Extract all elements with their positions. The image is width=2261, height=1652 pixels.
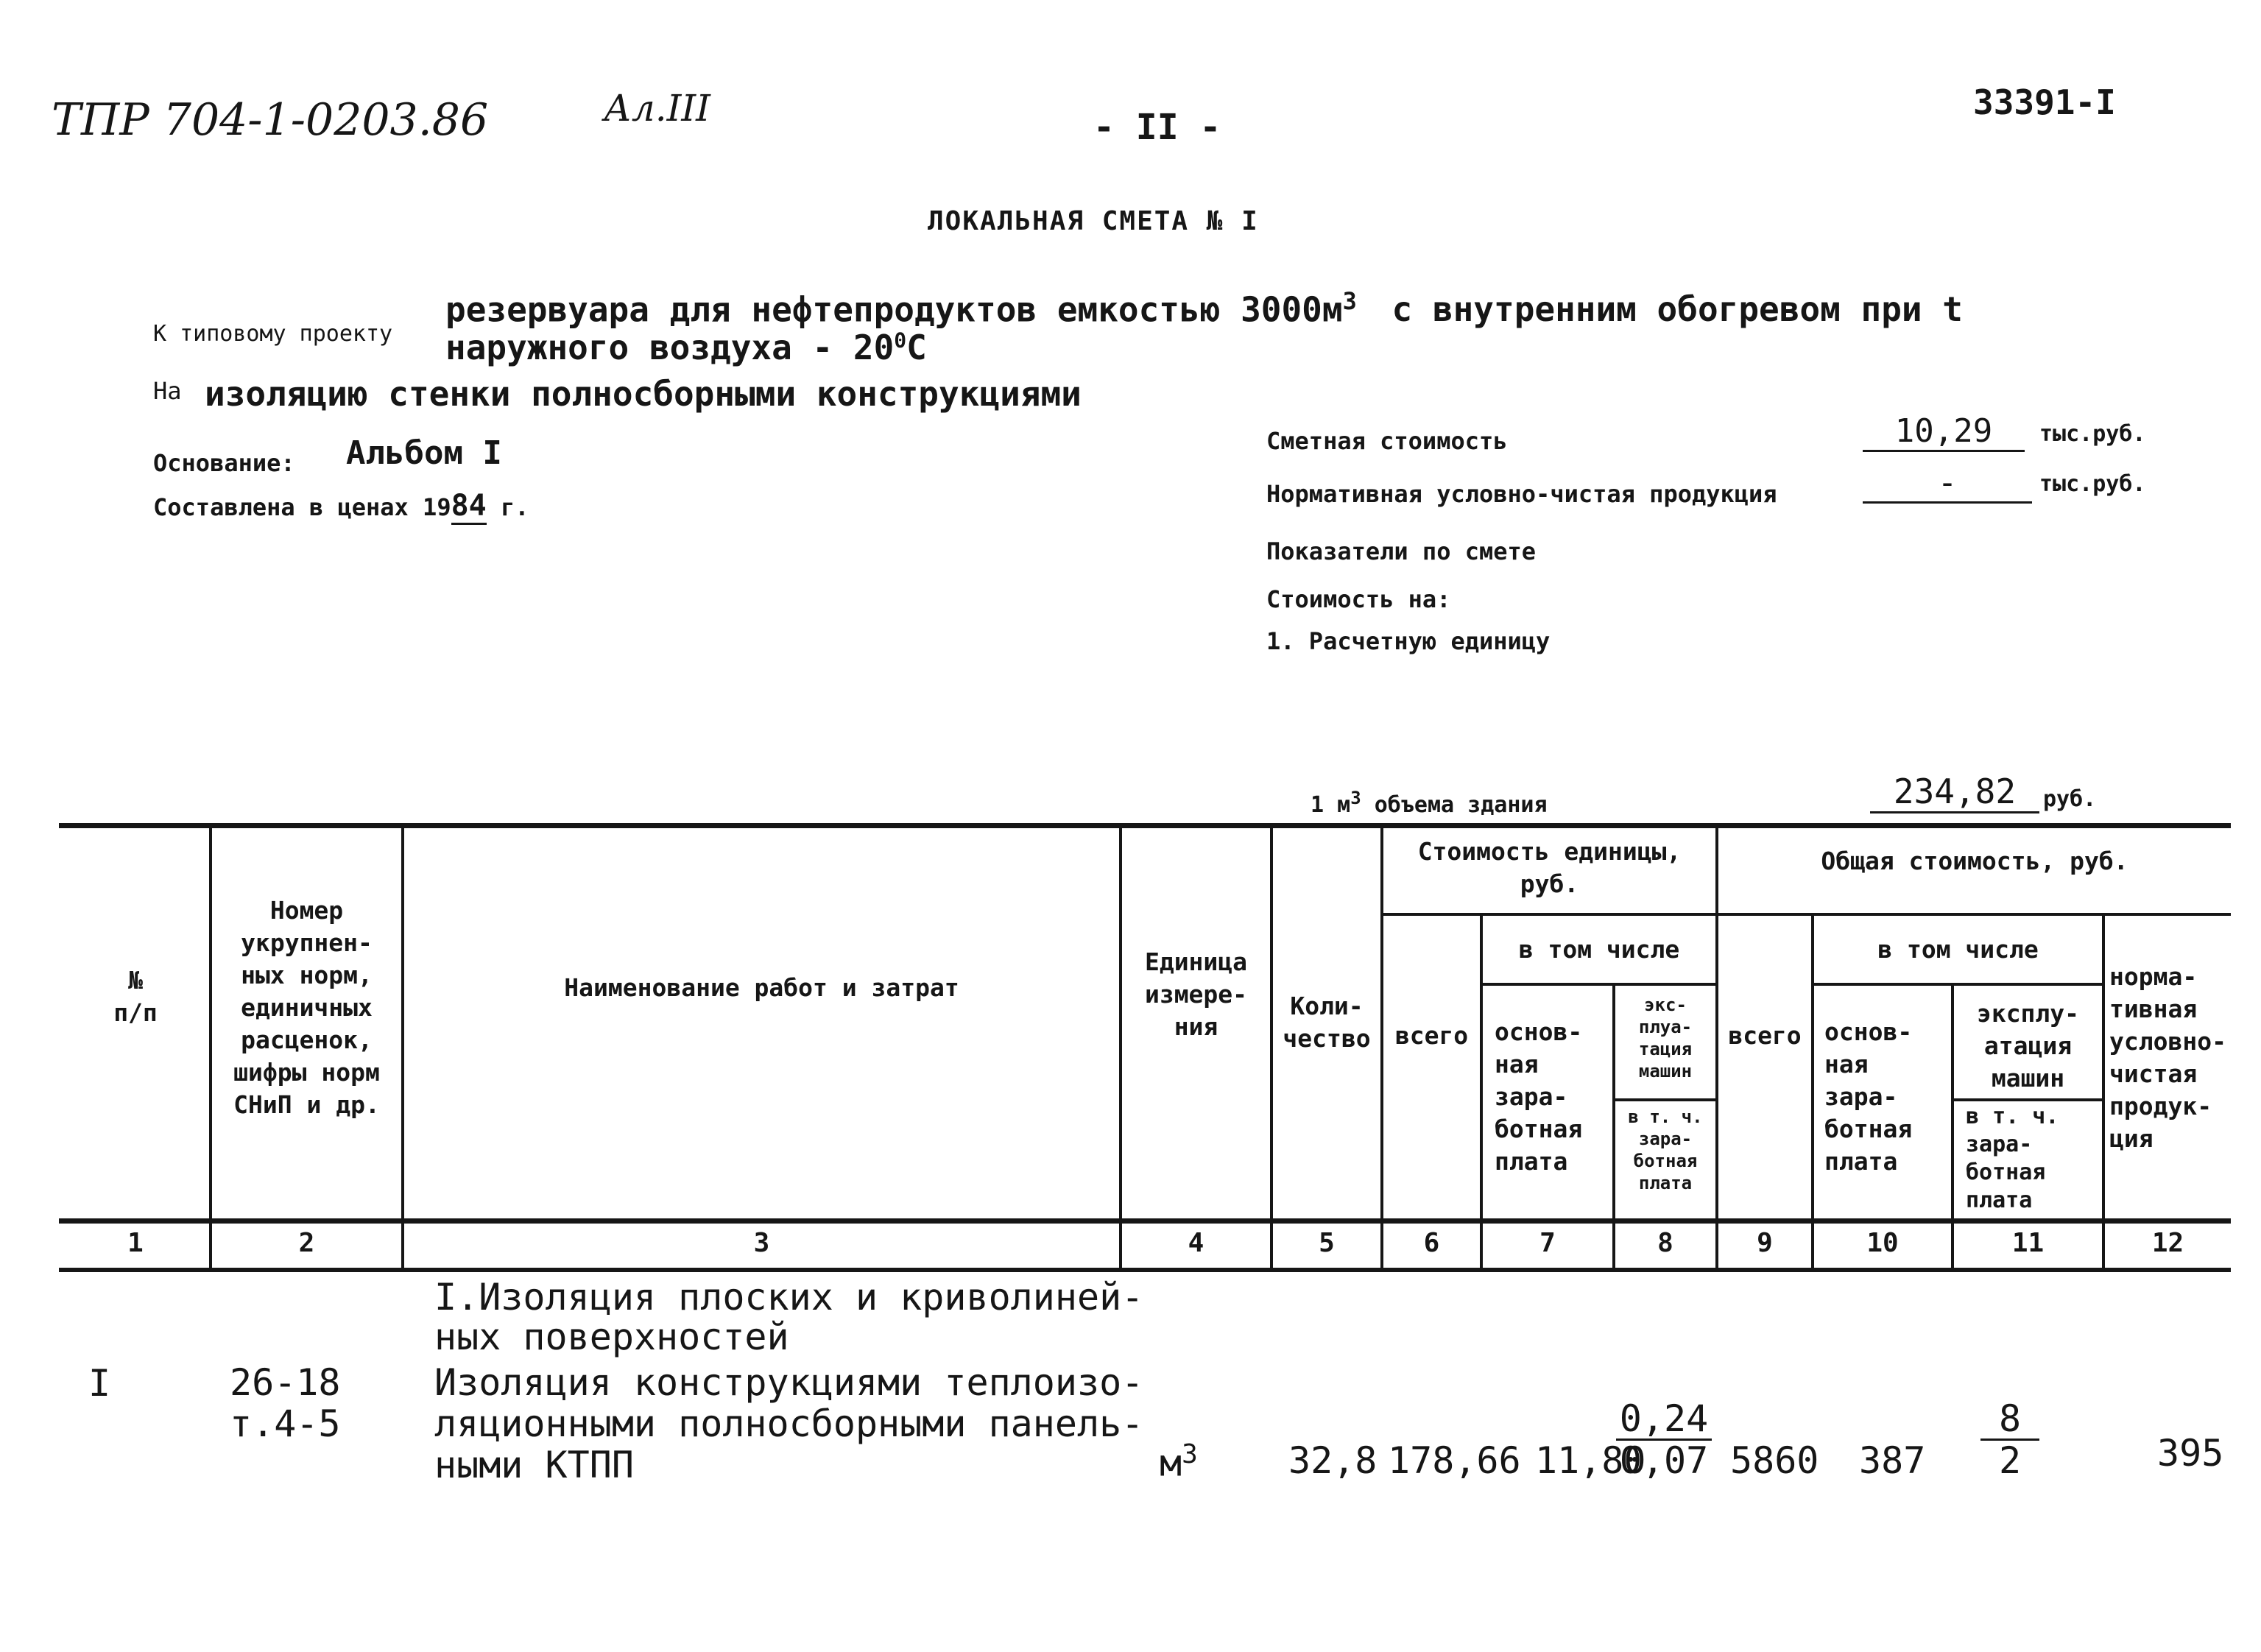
volume-value xyxy=(1870,772,2039,813)
header-col12-line: продук- xyxy=(2109,1092,2212,1120)
basis-text: Альбом I xyxy=(346,434,502,472)
header-col8-bottom-line: ботная xyxy=(1633,1151,1698,1171)
header-col4-line: ния xyxy=(1174,1012,1218,1041)
col-divider-9 xyxy=(1811,913,1814,1272)
header-line-d xyxy=(1612,1098,1715,1101)
header-col10-line: плата xyxy=(1824,1147,1898,1176)
header-col12-line: чистая xyxy=(2109,1059,2198,1088)
header-col11-top-line: эксплу- xyxy=(1976,999,2080,1028)
volume-label-rest: объема здания xyxy=(1374,792,1548,818)
column-number: 6 xyxy=(1423,1228,1440,1258)
cost-value xyxy=(1863,412,2025,452)
header-unit-cost-line: Стоимость единицы, xyxy=(1417,837,1682,866)
prices-suffix: г. xyxy=(501,493,529,521)
row-norm: 395 xyxy=(2157,1432,2224,1475)
row-code-line: 26-18 xyxy=(230,1361,341,1404)
header-col5 xyxy=(1273,990,1380,1055)
row-unit-total: 178,66 xyxy=(1388,1439,1521,1482)
row-total: 5860 xyxy=(1730,1439,1819,1482)
volume-label xyxy=(1311,788,1548,818)
row-quantity: 32,8 xyxy=(1288,1439,1378,1482)
row-total-wage: 387 xyxy=(1859,1439,1926,1482)
column-number: 12 xyxy=(2151,1228,2184,1258)
page-number: - II - xyxy=(1093,107,1221,148)
row-name xyxy=(434,1362,1143,1486)
header-col2-line: расценок, xyxy=(241,1026,373,1054)
header-col6-all: всего xyxy=(1394,1021,1469,1050)
header-col1-line: № xyxy=(128,966,143,995)
column-number: 1 xyxy=(127,1228,144,1258)
header-col2-line: единичных xyxy=(241,993,373,1022)
project-text2-main: наружного воздуха - 20 xyxy=(445,328,895,367)
section-heading xyxy=(434,1277,1143,1357)
indicators-label: Показатели по смете xyxy=(1266,537,1537,565)
norm-label: Нормативная условно-чистая продукция xyxy=(1266,480,1777,508)
section-heading-line: ных поверхностей xyxy=(434,1316,789,1358)
project-text-main: резервуара для нефтепродуктов емкостью 3000м xyxy=(445,289,1343,330)
colnum-bottom-border xyxy=(59,1268,2231,1272)
cost-value-text: 10,29 xyxy=(1894,412,1993,450)
header-col12-line: норма- xyxy=(2109,962,2198,991)
column-number: 11 xyxy=(2011,1228,2045,1258)
header-col5-line: чество xyxy=(1283,1024,1371,1053)
norm-unit: тыс.руб. xyxy=(2039,471,2146,497)
col-divider-2 xyxy=(401,823,404,1272)
project-text-line1 xyxy=(445,287,1963,329)
header-col2-line: СНиП и др. xyxy=(233,1090,380,1119)
header-col8-bottom-line: зара- xyxy=(1638,1129,1693,1149)
project-text2-sup: 0 xyxy=(894,328,907,353)
header-col8-top-line: плуа- xyxy=(1638,1017,1693,1037)
project-text-end: с внутренним обогревом при t xyxy=(1391,289,1963,330)
row-total-exp xyxy=(1980,1399,2039,1480)
header-line-b xyxy=(1480,983,1715,986)
header-line-e xyxy=(1951,1098,2102,1101)
column-number: 4 xyxy=(1188,1228,1204,1258)
row-name-line: Изоляция конструкциями теплоизо- xyxy=(434,1361,1144,1404)
header-col2-line: ных норм, xyxy=(241,961,373,989)
on-text: изоляцию стенки полносборными конструкциями xyxy=(205,374,1082,414)
header-col7-line: плата xyxy=(1495,1147,1568,1176)
row-total-exp-bottom: 2 xyxy=(1998,1439,2022,1482)
project-text-sup: 3 xyxy=(1342,287,1357,315)
row-code-line: т.4-5 xyxy=(230,1402,341,1445)
header-col5-line: Коли- xyxy=(1290,992,1364,1020)
header-col11-top-line: машин xyxy=(1991,1064,2065,1092)
header-col8-bottom-line: в т. ч. xyxy=(1628,1106,1703,1127)
header-col11-bottom-line: плата xyxy=(1966,1187,2033,1213)
column-number: 7 xyxy=(1539,1228,1556,1258)
header-col10-line: ботная xyxy=(1824,1115,1913,1143)
col-divider-11 xyxy=(2102,913,2105,1272)
row-unit-exp xyxy=(1616,1399,1712,1480)
project-label: К типовому проекту xyxy=(153,321,393,347)
header-col8-top-line: экс- xyxy=(1644,995,1687,1015)
table-top-border xyxy=(59,823,2231,828)
header-col8-top-line: тация xyxy=(1638,1039,1693,1059)
row-unit xyxy=(1160,1439,1198,1485)
header-col7-line: основ- xyxy=(1495,1017,1583,1046)
header-col2 xyxy=(212,894,401,1121)
prices-line xyxy=(153,489,529,525)
header-col10-line: зара- xyxy=(1824,1082,1898,1111)
header-col10-line: основ- xyxy=(1824,1017,1913,1046)
row-unit-wage: 11,80 xyxy=(1535,1439,1646,1482)
volume-unit: руб. xyxy=(2043,786,2097,812)
handwritten-project-code: ТПР 704-1-0203.86 xyxy=(52,94,489,146)
row-total-exp-top: 8 xyxy=(1980,1399,2039,1441)
cost-unit: тыс.руб. xyxy=(2039,421,2146,447)
cost-on-label: Стоимость на: xyxy=(1266,585,1451,613)
project-text-line2 xyxy=(445,328,927,367)
row-unit-exp-bottom: 0,07 xyxy=(1619,1439,1709,1482)
header-col10-line: ная xyxy=(1824,1050,1869,1079)
row-unit-sup: 3 xyxy=(1182,1439,1198,1469)
header-bottom-border xyxy=(59,1218,2231,1224)
row-name-line: ляционными полносборными панель- xyxy=(434,1402,1144,1445)
norm-value-text: - xyxy=(1937,464,1958,501)
project-text2-end: С xyxy=(906,328,927,367)
row-code xyxy=(230,1362,341,1444)
header-col2-line: Номер xyxy=(269,896,344,925)
header-col10 xyxy=(1824,1016,1951,1178)
col-divider-3 xyxy=(1119,823,1122,1272)
header-line-c xyxy=(1811,983,2102,986)
column-number: 9 xyxy=(1757,1228,1773,1258)
page-title: ЛОКАЛЬНАЯ СМЕТА № I xyxy=(928,206,1259,236)
header-col11-bottom-line: зара- xyxy=(1966,1132,2033,1157)
header-col4-line: измере- xyxy=(1144,980,1248,1009)
header-col12-line: условно- xyxy=(2109,1027,2226,1056)
header-col8-top xyxy=(1615,994,1715,1082)
header-col4 xyxy=(1122,946,1270,1043)
header-col2-line: укрупнен- xyxy=(241,928,373,957)
volume-value-text: 234,82 xyxy=(1893,772,2017,811)
header-col8-bottom-line: плата xyxy=(1638,1173,1693,1193)
header-col11-bottom-line: ботная xyxy=(1966,1159,2046,1185)
header-col11-top-line: атация xyxy=(1983,1031,2073,1060)
header-incl-total: в том числе xyxy=(1877,935,2039,964)
header-col11-bottom-line: в т. ч. xyxy=(1966,1104,2059,1129)
section-heading-line: I.Изоляция плоских и криволиней- xyxy=(434,1276,1144,1319)
header-incl-unit: в том числе xyxy=(1518,935,1680,964)
header-total-cost: Общая стоимость, руб. xyxy=(1821,847,2128,875)
header-col7-line: ботная xyxy=(1495,1115,1583,1143)
header-col4-line: Единица xyxy=(1144,947,1248,976)
prices-label: Составлена в ценах 19 xyxy=(153,493,451,521)
header-col3: Наименование работ и затрат xyxy=(564,973,959,1002)
volume-label-sup: 3 xyxy=(1350,788,1361,808)
header-col9-all: всего xyxy=(1728,1021,1802,1050)
column-number: 3 xyxy=(753,1228,770,1258)
header-col12-line: ция xyxy=(2109,1124,2154,1153)
on-label: На xyxy=(153,377,182,405)
handwritten-album-note: Ал.III xyxy=(604,87,710,130)
column-number: 10 xyxy=(1866,1228,1899,1258)
header-col12 xyxy=(2109,961,2231,1155)
header-col1 xyxy=(62,964,209,1029)
document-number: 33391-I xyxy=(1973,82,2116,122)
header-unit-cost xyxy=(1383,836,1715,900)
col-divider-6 xyxy=(1480,913,1483,1272)
column-number: 5 xyxy=(1319,1228,1335,1258)
header-col7-line: ная xyxy=(1495,1050,1539,1079)
header-col8-bottom xyxy=(1615,1106,1715,1194)
header-col7 xyxy=(1495,1016,1612,1178)
header-col11-bottom xyxy=(1966,1103,2102,1215)
header-col12-line: тивная xyxy=(2109,995,2198,1023)
column-number: 8 xyxy=(1657,1228,1673,1258)
header-col2-line: шифры норм xyxy=(233,1058,380,1087)
row-name-line: ными КТПП xyxy=(434,1444,634,1486)
row-unit-main: м xyxy=(1160,1441,1182,1485)
unit-calc-label: 1. Расчетную единицу xyxy=(1266,627,1551,655)
row-number: I xyxy=(88,1362,111,1405)
header-col8-top-line: машин xyxy=(1638,1061,1693,1081)
header-unit-cost-line: руб. xyxy=(1520,869,1579,898)
header-col11-top xyxy=(1954,998,2102,1095)
norm-value xyxy=(1863,464,2032,504)
cost-label: Сметная стоимость xyxy=(1266,427,1508,455)
prices-year: 84 xyxy=(451,489,487,525)
volume-label-main: 1 м xyxy=(1311,792,1351,818)
header-col7-line: зара- xyxy=(1495,1082,1568,1111)
basis-label: Основание: xyxy=(153,449,295,477)
header-col1-line: п/п xyxy=(113,998,158,1027)
column-number: 2 xyxy=(298,1228,315,1258)
row-unit-exp-top: 0,24 xyxy=(1616,1399,1712,1441)
